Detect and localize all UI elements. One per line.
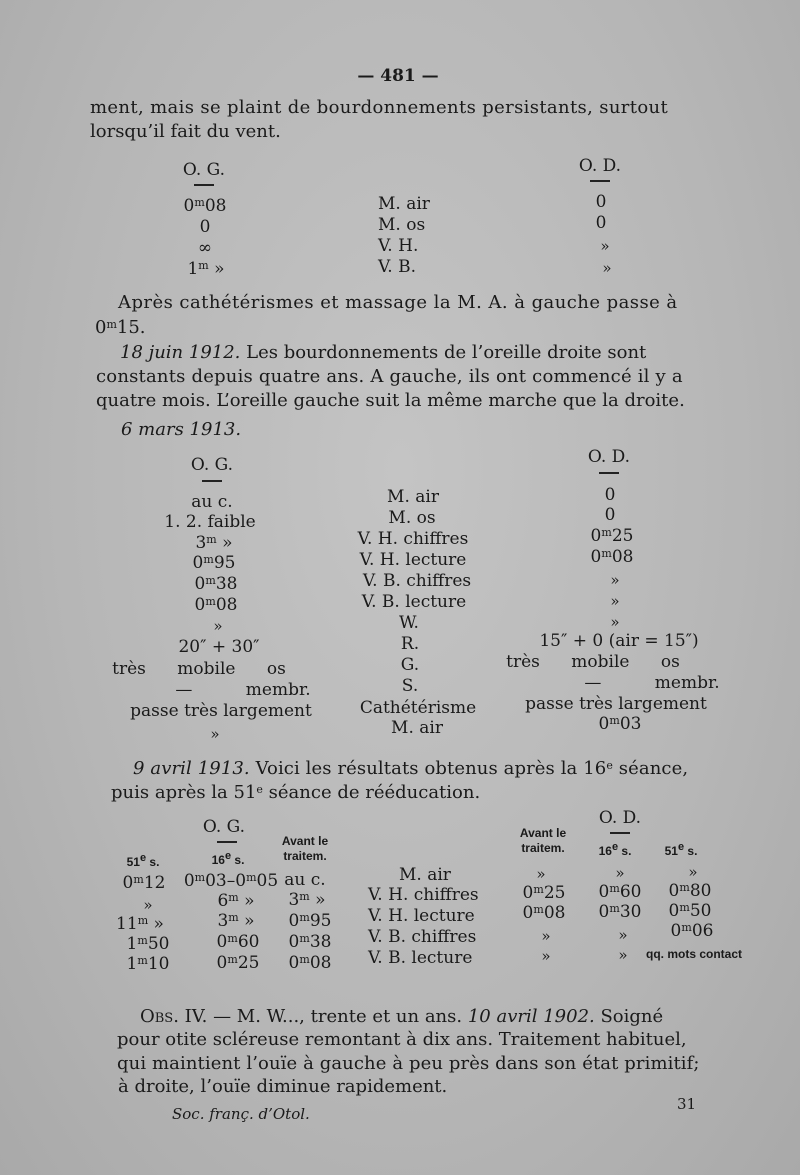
table3-cell: 0$^m$08 — [288, 953, 332, 973]
table2-label: R. — [400, 634, 420, 654]
table1-og-value: 0 — [199, 217, 211, 237]
table3-cell: qq. mots contact — [645, 947, 743, 961]
table3-header-left-16: 16e s. — [211, 850, 245, 867]
table3-cell: » — [618, 946, 628, 964]
table3-label: V. H. lecture — [368, 906, 475, 926]
table3-cell: 0$^m$60 — [598, 882, 642, 902]
table3-cell: 0$^m$08 — [522, 903, 566, 923]
table3-cell: 1$^m$50 — [126, 934, 170, 954]
april-paragraph-line-1 — [133, 757, 688, 781]
table1-label: M. os — [378, 215, 426, 235]
table3-cell: » — [541, 927, 551, 945]
table1-od-value: 0 — [595, 213, 607, 233]
table2-label: S. — [401, 676, 419, 696]
table2-label: W. — [399, 613, 419, 633]
obs-line-1-end: Soigné — [594, 1006, 664, 1027]
table3-cell: » — [541, 947, 551, 965]
table1-og-header: O. G. — [182, 160, 226, 180]
table1-od-rule — [590, 180, 610, 182]
table1-og-value: 1$^m$ » — [187, 259, 225, 279]
table2-od-header: O. D. — [587, 447, 631, 467]
june-paragraph-line-3: quatre mois. L’oreille gauche suit la même marche que la droite. — [96, 390, 685, 411]
april-date: 9 avril 1913. — [133, 758, 250, 779]
obs-date: 10 avril 1902. — [467, 1006, 595, 1027]
june-line-1-text: Les bourdonnements de l’oreille droite sont — [240, 342, 647, 363]
table3-cell: 0$^m$95 — [288, 911, 332, 931]
table3-cell: 0$^m$60 — [216, 932, 260, 952]
table2-label: M. air — [391, 718, 443, 738]
table2-od-value: 0$^m$25 — [590, 526, 634, 546]
table2-og-value: 0$^m$08 — [194, 595, 238, 615]
table3-cell: 0$^m$12 — [122, 873, 166, 893]
page-number: — 481 — — [357, 66, 439, 86]
table3-header-left-51: 51e s. — [126, 852, 160, 869]
table2-label: V. B. lecture — [361, 592, 467, 612]
june-paragraph-line-1 — [120, 341, 646, 365]
intro-line-1: ment, mais se plaint de bourdonnements persistants, surtout — [90, 97, 669, 118]
april-paragraph-line-2: puis après la 51e séance de rééducation. — [111, 782, 481, 803]
table3-cell: 0$^m$25 — [216, 953, 260, 973]
table2-og-header: O. G. — [190, 455, 234, 475]
table2-label: V. H. chiffres — [357, 529, 469, 549]
table3-cell: 3$^m$ » — [217, 911, 255, 931]
table1-og-value: ∞ — [197, 238, 213, 258]
table2-og-value: 0$^m$38 — [194, 574, 238, 594]
obs-line-1 — [140, 1005, 663, 1029]
obs-label: Obs. IV. — [140, 1006, 208, 1027]
table2-label: M. air — [387, 487, 439, 507]
table2-od-value: très mobile os — [506, 652, 680, 672]
table3-label: M. air — [399, 865, 451, 885]
table3-header-right-51: 51e s. — [664, 841, 698, 858]
table2-od-value: 0 — [604, 505, 616, 525]
table2-og-value: très mobile os — [112, 659, 286, 679]
table3-cell: 0$^m$03–0$^m$05 — [183, 871, 279, 891]
table2-og-value: 20″ + 30″ — [178, 637, 260, 657]
para-after-line-2: 0$^m$15. — [95, 317, 146, 338]
obs-line-4: à droite, l’ouïe diminue rapidement. — [118, 1076, 448, 1097]
table1-label: V. H. — [378, 236, 419, 256]
april-line-1-text: Voici les résultats obtenus après la 16e séance, — [249, 758, 689, 779]
table2-label: G. — [400, 655, 420, 675]
table2-og-value: au c. — [191, 492, 233, 512]
table3-cell: 3$^m$ » — [288, 890, 326, 910]
table2-od-value: » — [610, 592, 620, 610]
intro-line-2: lorsqu’il fait du vent. — [90, 121, 281, 142]
table2-og-value: 3$^m$ » — [195, 533, 233, 553]
table3-cell: » — [688, 863, 698, 881]
table3-cell: 1$^m$10 — [126, 954, 170, 974]
table2-label: Cathétérisme — [359, 698, 477, 718]
table3-og-rule — [217, 841, 237, 843]
table3-cell: 0$^m$25 — [522, 883, 566, 903]
table2-og-value: » — [213, 617, 223, 635]
table1-od-value: » — [600, 237, 610, 255]
table1-og-value: 0$^m$08 — [183, 196, 227, 216]
obs-line-1-text: — M. W..., trente et un ans. — [207, 1006, 468, 1027]
table2-od-value: passe très largement — [525, 694, 707, 714]
table3-cell: 0$^m$50 — [668, 901, 712, 921]
table3-header-right-16: 16e s. — [598, 841, 632, 858]
table3-cell: » — [143, 896, 153, 914]
table3-cell: » — [618, 926, 628, 944]
table2-og-value: 0$^m$95 — [192, 553, 236, 573]
table1-od-value: 0 — [595, 192, 607, 212]
table2-od-value: 0$^m$08 — [590, 547, 634, 567]
table2-od-rule — [599, 472, 619, 474]
march-date: 6 mars 1913. — [121, 419, 242, 440]
table2-od-value: — membr. — [584, 673, 720, 693]
table3-cell: » — [536, 865, 546, 883]
table3-od-rule — [610, 832, 630, 834]
para-after-line-1: Après cathétérismes et massage la M. A. à gauche passe à — [118, 292, 678, 313]
table1-og-rule — [194, 184, 214, 186]
table3-cell: 0$^m$80 — [668, 881, 712, 901]
table2-od-value: » — [610, 613, 620, 631]
table2-od-value: 15″ + 0 (air = 15″) — [539, 631, 699, 651]
table2-label: V. H. lecture — [359, 550, 467, 570]
table3-header-right-avant: Avant le traitem. — [519, 826, 567, 855]
table3-label: V. B. lecture — [368, 948, 473, 968]
table3-header-left-avant: Avant le traitem. — [281, 834, 329, 863]
obs-line-3: qui maintient l’ouïe à gauche à peu près dans son état primitif; — [117, 1053, 700, 1074]
table3-cell: 6$^m$ » — [217, 891, 255, 911]
table1-od-value: » — [602, 259, 612, 277]
table3-cell: 11$^m$ » — [116, 914, 164, 934]
table2-od-value: » — [610, 571, 620, 589]
table2-label: V. B. chiffres — [362, 571, 472, 591]
june-date: 18 juin 1912. — [120, 342, 241, 363]
table3-og-header: O. G. — [202, 817, 246, 837]
table1-od-header: O. D. — [578, 156, 622, 176]
table1-label: V. B. — [378, 257, 417, 277]
june-paragraph-line-2: constants depuis quatre ans. A gauche, ils ont commencé il y a — [96, 366, 683, 387]
footer-signature-number: 31 — [677, 1095, 697, 1113]
table2-og-value: 1. 2. faible — [164, 512, 256, 532]
footer-journal: Soc. franç. d’Otol. — [172, 1105, 310, 1123]
table3-label: V. B. chiffres — [368, 927, 477, 947]
table3-cell: 0$^m$30 — [598, 902, 642, 922]
table3-od-header: O. D. — [598, 808, 642, 828]
table2-og-value: — membr. — [175, 680, 311, 700]
table3-label: V. H. chiffres — [368, 885, 479, 905]
table3-cell: 0$^m$38 — [288, 932, 332, 952]
table2-og-value: » — [210, 725, 220, 743]
table3-cell: au c. — [284, 870, 326, 890]
table1-label: M. air — [378, 194, 430, 214]
table3-cell: 0$^m$06 — [670, 921, 714, 941]
table2-label: M. os — [388, 508, 436, 528]
table3-cell: » — [615, 864, 625, 882]
table2-og-value: passe très largement — [130, 701, 312, 721]
obs-line-2: pour otite scléreuse remontant à dix ans. Traitement habituel, — [117, 1029, 687, 1050]
table2-og-rule — [202, 480, 222, 482]
table2-od-value: 0 — [604, 485, 616, 505]
table2-od-value: 0$^m$03 — [598, 714, 642, 734]
